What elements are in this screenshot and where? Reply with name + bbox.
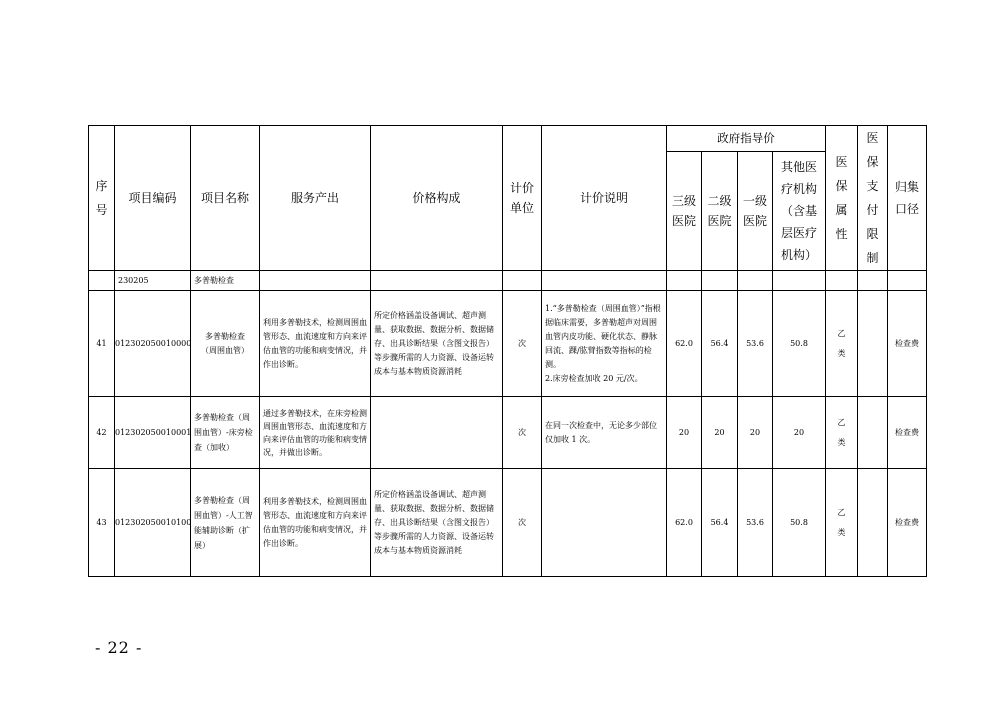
header-code: 项目编码 xyxy=(115,126,191,271)
header-level3-hospital: 三级医院 xyxy=(667,152,702,271)
row-price-level1: 53.6 xyxy=(738,469,773,577)
row-insurance-limit xyxy=(858,397,888,469)
row-price-composition: 所定价格涵盖设备调试、超声测量、获取数据、数据分析、数据储存、出具诊断结果（含图文报告）等步骤所需的人力资源、设备运转成本与基本物质资源消耗 xyxy=(371,291,503,397)
row-description xyxy=(542,397,667,469)
row-description-item: 在同一次检查中，无论多少部位仅加收 1 次。 xyxy=(545,420,657,444)
header-service: 服务产出 xyxy=(260,126,371,271)
row-insurance-attr: 乙类 xyxy=(826,291,858,397)
section-code: 230205 xyxy=(115,271,191,291)
header-insurance-limit: 医保支付限制 xyxy=(858,126,888,271)
row-price-other: 50.8 xyxy=(773,469,826,577)
row-name: 多普勒检查（周围血管）-人工智能辅助诊断（扩展） xyxy=(191,469,260,577)
row-unit: 次 xyxy=(503,469,542,577)
row-code: 012302050010000 xyxy=(115,291,191,397)
row-insurance-attr: 乙类 xyxy=(826,469,858,577)
row-insurance-limit xyxy=(858,469,888,577)
row-service: 利用多普勒技术，检测周围血管形态、血流速度和方向来评估血管的功能和病变情况，并作出诊断。 xyxy=(260,469,371,577)
row-price-level3: 62.0 xyxy=(667,469,702,577)
section-row xyxy=(89,271,927,291)
header-price-composition: 价格构成 xyxy=(371,126,503,271)
row-price-level1: 53.6 xyxy=(738,291,773,397)
row-description-item: 2.床旁检查加收 20 元/次。 xyxy=(545,373,643,383)
row-price-level3: 62.0 xyxy=(667,291,702,397)
header-level2-hospital: 二级医院 xyxy=(702,152,738,271)
row-price-level3: 20 xyxy=(667,397,702,469)
row-price-level2: 20 xyxy=(702,397,738,469)
row-seq: 43 xyxy=(89,469,115,577)
row-name: 多普勒检查（周围血管） xyxy=(191,291,260,397)
table-row xyxy=(89,469,927,577)
header-description: 计价说明 xyxy=(542,126,667,271)
row-service: 利用多普勒技术，检测周围血管形态、血流速度和方向来评估血管的功能和病变情况，并作出诊断。 xyxy=(260,291,371,397)
header-unit: 计价单位 xyxy=(503,126,542,271)
row-seq: 41 xyxy=(89,291,115,397)
header-category: 归集口径 xyxy=(888,126,927,271)
header-other-institutions: 其他医疗机构（含基层医疗机构） xyxy=(773,152,826,271)
row-name: 多普勒检查（周围血管）-床旁检查（加收） xyxy=(191,397,260,469)
row-category: 检查费 xyxy=(888,397,927,469)
row-service: 通过多普勒技术，在床旁检测周围血管形态、血流速度和方向来评估血管的功能和病变情况，并做出诊断。 xyxy=(260,397,371,469)
row-price-composition xyxy=(371,397,503,469)
header-gov-price: 政府指导价 xyxy=(667,126,826,152)
row-category: 检查费 xyxy=(888,291,927,397)
row-unit: 次 xyxy=(503,291,542,397)
header-insurance-attr: 医保属性 xyxy=(826,126,858,271)
pricing-table xyxy=(88,125,927,577)
row-insurance-attr: 乙类 xyxy=(826,397,858,469)
row-price-level2: 56.4 xyxy=(702,469,738,577)
row-description xyxy=(542,291,667,397)
row-code: 012302050010001 xyxy=(115,397,191,469)
section-name: 多普勒检查 xyxy=(191,271,260,291)
row-insurance-limit xyxy=(858,291,888,397)
row-unit: 次 xyxy=(503,397,542,469)
page-number: - 22 - xyxy=(95,638,143,657)
table-row xyxy=(89,397,927,469)
row-price-other: 50.8 xyxy=(773,291,826,397)
header-name: 项目名称 xyxy=(191,126,260,271)
row-price-level1: 20 xyxy=(738,397,773,469)
header-seq: 序号 xyxy=(89,126,115,271)
row-seq: 42 xyxy=(89,397,115,469)
row-price-other: 20 xyxy=(773,397,826,469)
row-category: 检查费 xyxy=(888,469,927,577)
row-code: 012302050010100 xyxy=(115,469,191,577)
header-level1-hospital: 一级医院 xyxy=(738,152,773,271)
row-price-level2: 56.4 xyxy=(702,291,738,397)
table-row xyxy=(89,291,927,397)
row-price-composition: 所定价格涵盖设备调试、超声测量、获取数据、数据分析、数据储存、出具诊断结果（含图文报告）等步骤所需的人力资源、设备运转成本与基本物质资源消耗 xyxy=(371,469,503,577)
row-description-item: 1.“多普勒检查（周围血管）”指根据临床需要，多普勒超声对周围血管内皮功能、硬化状态、静脉回流、踝/肱臂指数等指标的检测。 xyxy=(545,303,661,369)
row-description xyxy=(542,469,667,577)
